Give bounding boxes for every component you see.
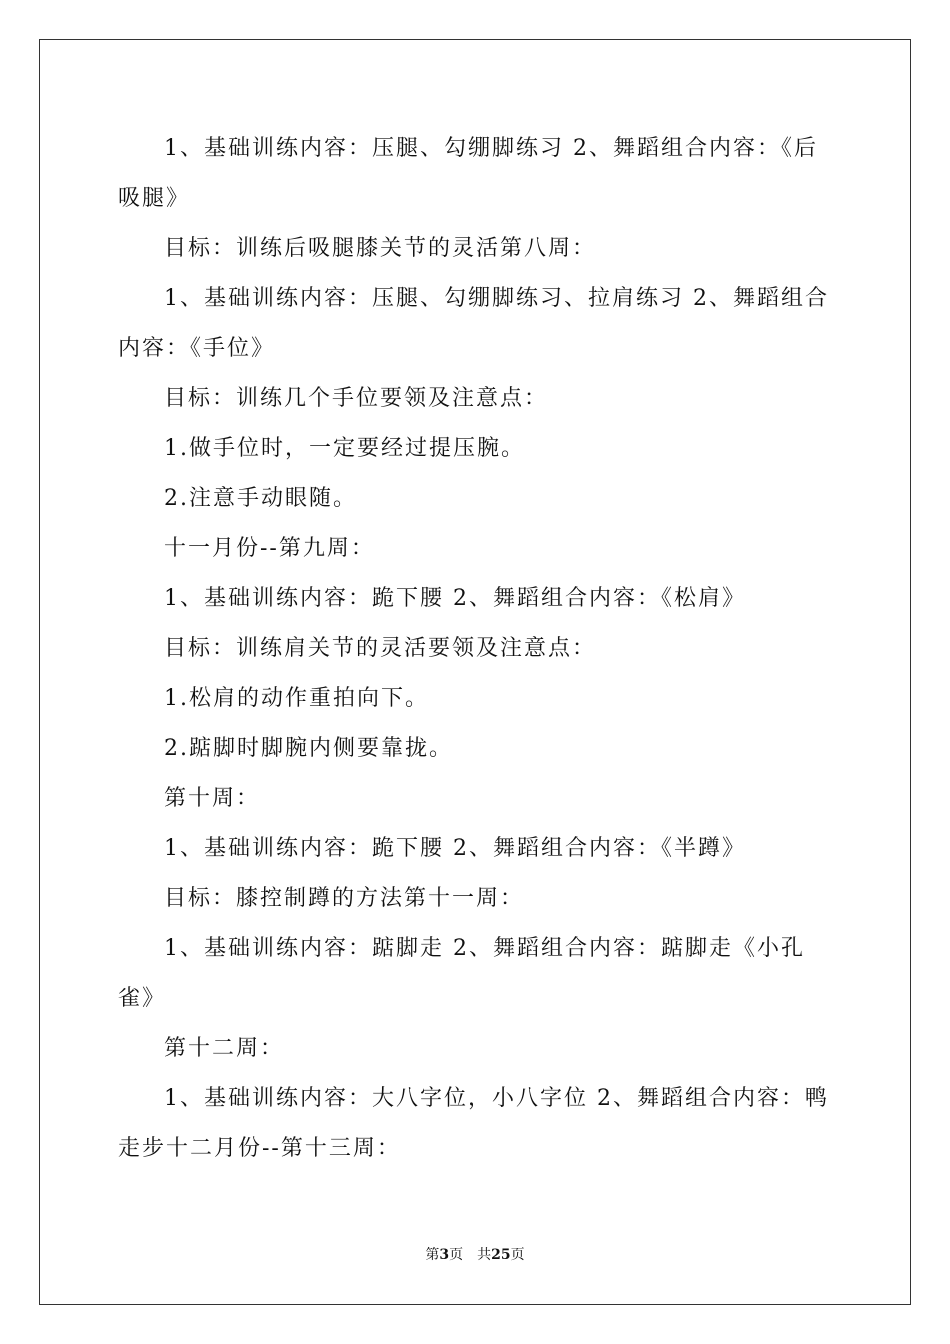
paragraph-12: 第十周： (164, 786, 261, 811)
document-body (118, 124, 834, 1174)
paragraph-4: 目标：训练几个手位要领及注意点： (164, 386, 549, 411)
paragraph-14: 目标：膝控制蹲的方法第十一周： (164, 886, 525, 911)
footer-current-page: 3 (439, 1247, 450, 1263)
paragraph-15: 1、基础训练内容：踮脚走 2、舞蹈组合内容：踮脚走《小孔雀》 (118, 936, 805, 1011)
paragraph-17: 1、基础训练内容：大八字位，小八字位 2、舞蹈组合内容：鸭走步十二月份--第十三周： (118, 1086, 829, 1161)
paragraph-1: 1、基础训练内容：压腿、勾绷脚练习 2、舞蹈组合内容：《后吸腿》 (118, 136, 818, 211)
paragraph-8: 1、基础训练内容：跪下腰 2、舞蹈组合内容：《松肩》 (164, 586, 746, 611)
page-footer (0, 1244, 950, 1264)
paragraph-3: 1、基础训练内容：压腿、勾绷脚练习、拉肩练习 2、舞蹈组合内容：《手位》 (118, 286, 829, 361)
footer-suffix: 页 (510, 1247, 525, 1263)
paragraph-16: 第十二周： (164, 1036, 285, 1061)
paragraph-13: 1、基础训练内容：跪下腰 2、舞蹈组合内容：《半蹲》 (164, 836, 746, 861)
footer-prefix: 第 (425, 1247, 440, 1263)
footer-total-pages: 25 (491, 1247, 511, 1263)
paragraph-10: 1.松肩的动作重拍向下。 (164, 686, 429, 711)
paragraph-6: 2.注意手动眼随。 (164, 486, 357, 511)
footer-middle: 页 共 (449, 1247, 492, 1263)
paragraph-5: 1.做手位时，一定要经过提压腕。 (164, 436, 525, 461)
paragraph-11: 2.踮脚时脚腕内侧要靠拢。 (164, 736, 453, 761)
paragraph-7: 十一月份--第九周： (164, 536, 375, 561)
paragraph-9: 目标：训练肩关节的灵活要领及注意点： (164, 636, 597, 661)
paragraph-2: 目标：训练后吸腿膝关节的灵活第八周： (164, 236, 597, 261)
